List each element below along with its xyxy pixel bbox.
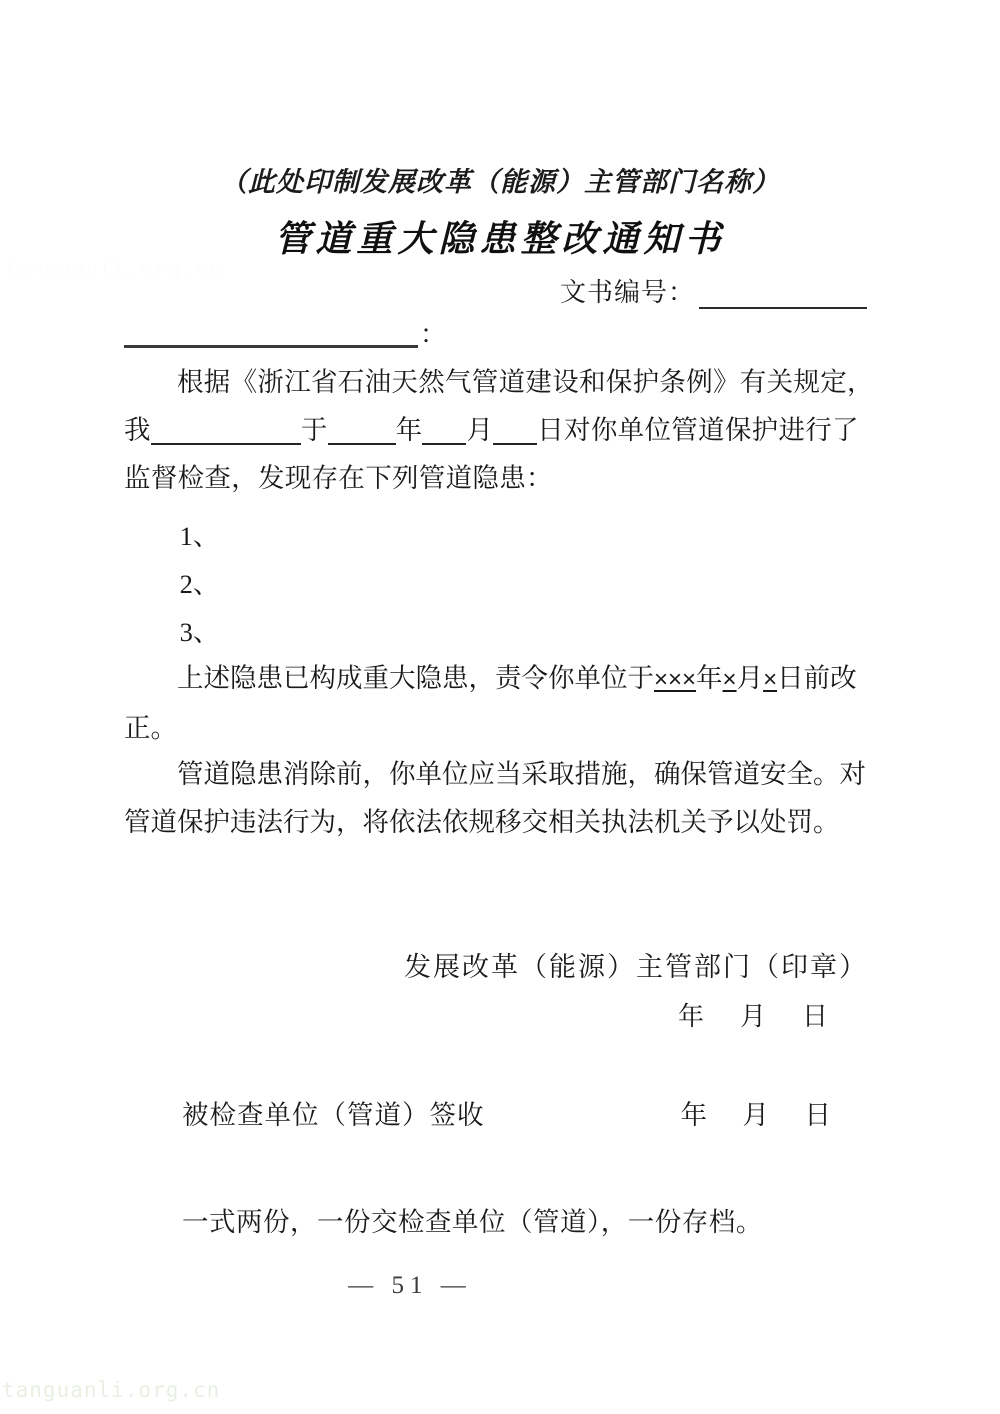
- copies-distribution-note: 一式两份，一份交检查单位（管道），一份存档。: [182, 1207, 763, 1237]
- deadline-suffix-text: 日前改正。: [124, 663, 857, 743]
- deadline-month-unit: 月: [736, 663, 764, 693]
- inspection-day-blank[interactable]: [493, 416, 537, 445]
- deadline-day-value[interactable]: ×: [763, 666, 778, 693]
- body-paragraph-measures: 管道隐患消除前，你单位应当采取措施，确保管道安全。对管道保护违法行为，将依法依规移交相关执法机关予以处罚。: [124, 759, 866, 837]
- receipt-day-label: 日: [804, 1100, 832, 1130]
- list-item[interactable]: [124, 512, 880, 560]
- body-paragraph-intro: [124, 358, 880, 502]
- intro-at-text: 于: [300, 415, 328, 445]
- hazard-list: [124, 512, 880, 656]
- intro-month-unit: 月: [466, 415, 494, 445]
- inspector-unit-blank[interactable]: [151, 416, 301, 445]
- addressee-row: [124, 322, 446, 348]
- intro-paragraph: [124, 358, 880, 502]
- receipt-month-label: 月: [742, 1100, 770, 1130]
- watermark-bottom: tanguanli.org.cn: [2, 1378, 221, 1402]
- deadline-year-unit: 年: [696, 663, 723, 693]
- serial-number-label: 文书编号：: [560, 278, 696, 307]
- signature-date-line: [678, 996, 828, 1033]
- deadline-year-value[interactable]: ×××: [654, 666, 697, 693]
- receipt-year-label: 年: [680, 1100, 708, 1130]
- receipt-label: 被检查单位（管道）签收: [182, 1100, 485, 1130]
- intro-suffix-text: 日对你单位管道保护进行了监督检查，发现存在下列管道隐患：: [124, 415, 859, 493]
- deadline-prefix-text: 上述隐患已构成重大隐患，责令你单位于: [177, 663, 654, 693]
- inspection-year-blank[interactable]: [328, 416, 396, 445]
- signature-year-label: 年: [678, 1002, 705, 1031]
- watermark-top: tanguanli.org.cn: [4, 256, 223, 280]
- receipt-row: [182, 1093, 882, 1132]
- document-header: [0, 160, 1000, 262]
- signature-day-label: 日: [802, 1002, 829, 1031]
- list-item[interactable]: [124, 608, 880, 656]
- signature-month-label: 月: [740, 1002, 767, 1031]
- serial-number-row: [560, 272, 867, 309]
- intro-year-unit: 年: [395, 415, 423, 445]
- list-item[interactable]: [124, 560, 880, 608]
- addressee-input[interactable]: [124, 322, 418, 348]
- deadline-month-value[interactable]: ×: [722, 666, 737, 693]
- page-number: — 51 —: [348, 1272, 472, 1299]
- document-title: 管道重大隐患整改通知书: [274, 219, 726, 259]
- receipt-date-line: [681, 1093, 833, 1132]
- department-name-placeholder: （此处印制发展改革（能源）主管部门名称）: [220, 167, 780, 197]
- hazard-item-number: 1、: [179, 521, 220, 551]
- hazard-item-number: 3、: [179, 617, 220, 647]
- signature-department-seal: 发展改革（能源）主管部门（印章）: [404, 952, 868, 982]
- intro-prefix-text: 根据《浙江省石油天然气管道建设和保护条例》有关规定，我: [124, 367, 874, 445]
- body-paragraph-deadline: [124, 654, 884, 752]
- hazard-item-number: 2、: [179, 569, 220, 599]
- inspection-month-blank[interactable]: [422, 416, 466, 445]
- serial-number-input[interactable]: [699, 283, 867, 309]
- addressee-colon: ：: [420, 320, 447, 349]
